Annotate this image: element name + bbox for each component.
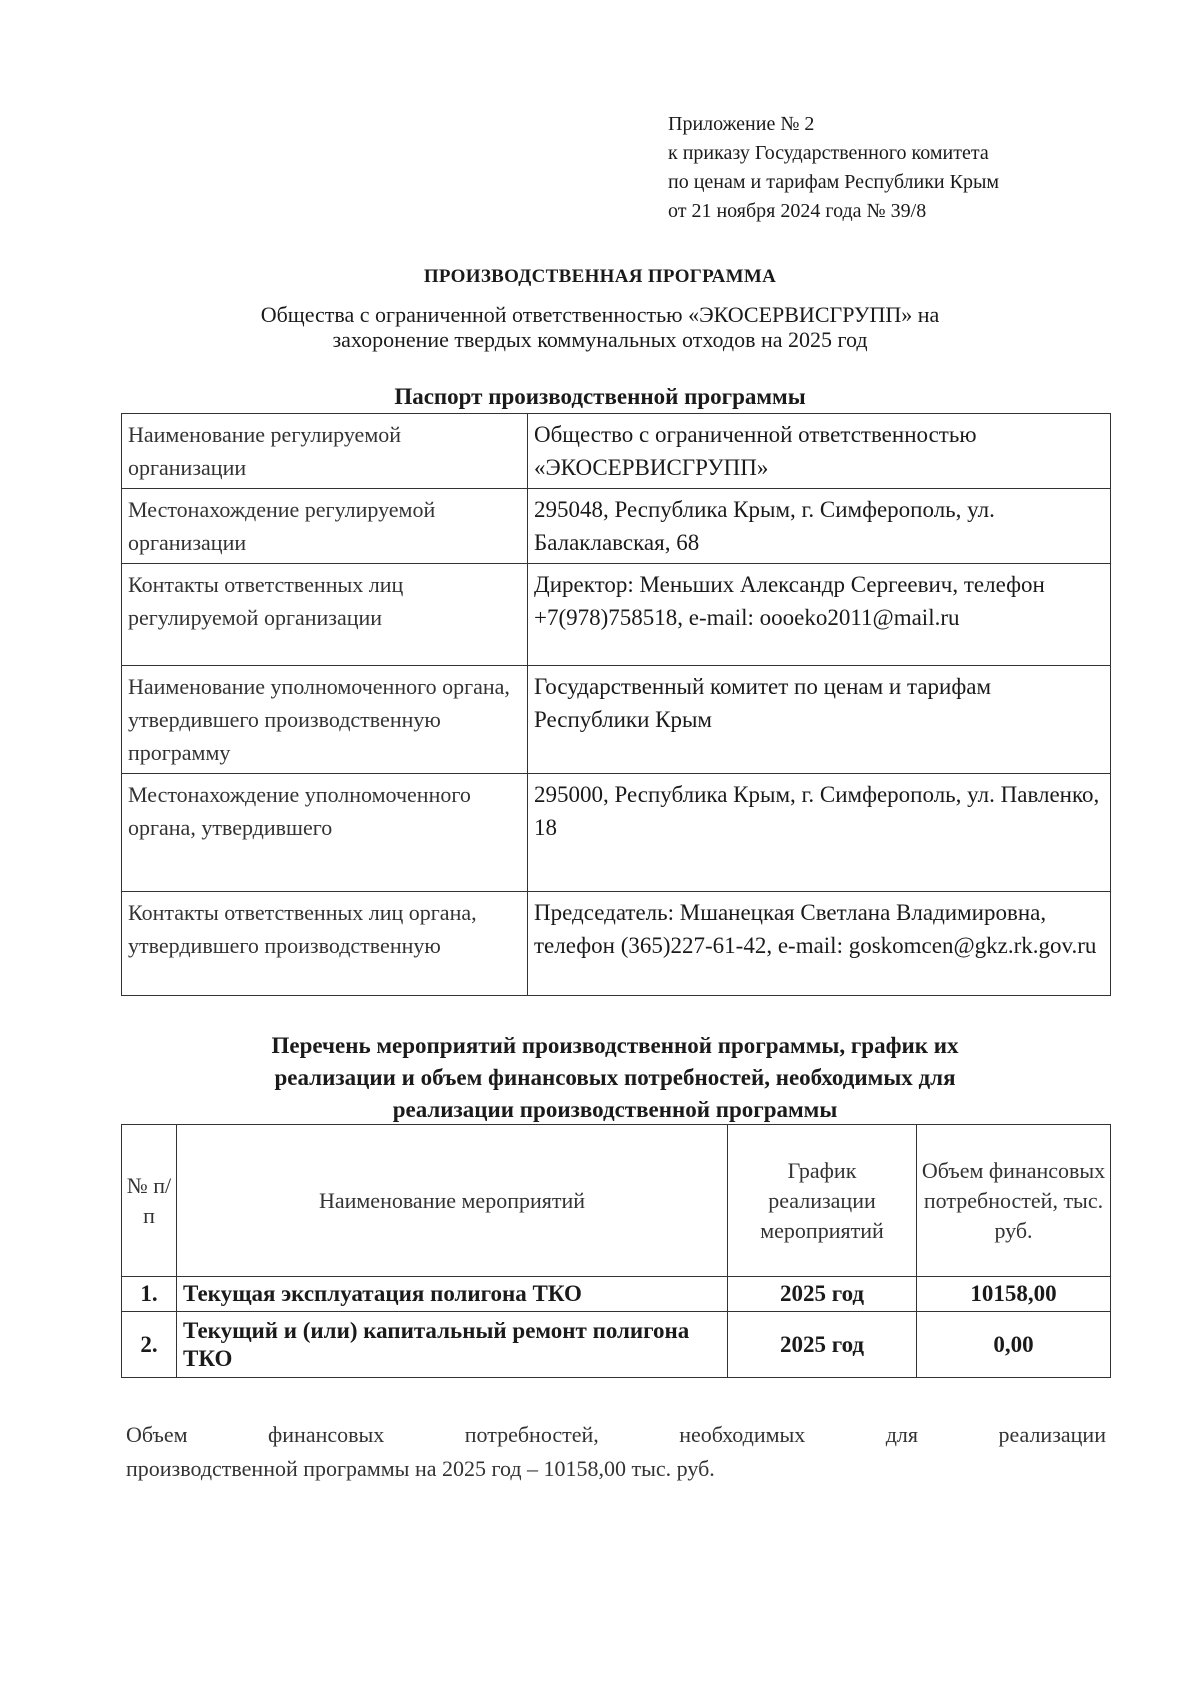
passport-value: 295000, Республика Крым, г. Симферополь, ул. Павленко, 18 bbox=[528, 774, 1111, 892]
program-title: ПРОИЗВОДСТВЕННАЯ ПРОГРАММА bbox=[423, 266, 777, 287]
table-row bbox=[122, 1312, 1111, 1378]
summary-paragraph bbox=[126, 1418, 1106, 1486]
passport-table bbox=[121, 413, 1111, 996]
header-schedule: График реализации мероприятий bbox=[728, 1125, 917, 1277]
summary-word: финансовых bbox=[268, 1422, 385, 1447]
passport-row bbox=[122, 414, 1111, 489]
appendix-line: Приложение № 2 bbox=[668, 113, 815, 135]
summary-word: потребностей, bbox=[464, 1422, 599, 1447]
measures-title bbox=[150, 1030, 1080, 1126]
measures-title-line: реализации и объем финансовых потребностей, необходимых для bbox=[274, 1065, 956, 1090]
appendix-line: по ценам и тарифам Республики Крым bbox=[668, 171, 1000, 193]
table-row bbox=[122, 1277, 1111, 1312]
summary-line: производственной программы на 2025 год – 10158,00 тыс. руб. bbox=[126, 1456, 715, 1481]
passport-label: Контакты ответственных лиц регулируемой организации bbox=[122, 564, 528, 666]
measures-title-line: Перечень мероприятий производственной программы, график их bbox=[271, 1033, 959, 1058]
passport-row bbox=[122, 666, 1111, 774]
summary-line bbox=[126, 1418, 1106, 1452]
passport-value: Общество с ограниченной ответственностью «ЭКОСЕРВИСГРУПП» bbox=[528, 414, 1111, 489]
passport-value: 295048, Республика Крым, г. Симферополь, ул. Балаклавская, 68 bbox=[528, 489, 1111, 564]
passport-label: Наименование регулируемой организации bbox=[122, 414, 528, 489]
program-subtitle-line: Общества с ограниченной ответственностью «ЭКОСЕРВИСГРУПП» на bbox=[260, 302, 940, 327]
header-name: Наименование мероприятий bbox=[177, 1125, 728, 1277]
passport-value: Директор: Меньших Александр Сергеевич, телефон +7(978)758518, e-mail: oooeko2011@mail.ru bbox=[528, 564, 1111, 666]
summary-word: Объем bbox=[126, 1422, 188, 1447]
summary-word: для bbox=[885, 1422, 919, 1447]
appendix-header bbox=[668, 110, 999, 226]
passport-label: Местонахождение уполномоченного органа, утвердившего bbox=[122, 774, 528, 892]
passport-row bbox=[122, 774, 1111, 892]
measures-header-row bbox=[122, 1125, 1111, 1277]
row-num: 1. bbox=[122, 1277, 177, 1312]
row-schedule: 2025 год bbox=[728, 1312, 917, 1378]
appendix-line: от 21 ноября 2024 года № 39/8 bbox=[668, 200, 927, 222]
passport-label: Местонахождение регулируемой организации bbox=[122, 489, 528, 564]
passport-title: Паспорт производственной программы bbox=[394, 384, 806, 409]
passport-label: Контакты ответственных лиц органа, утвердившего производственную bbox=[122, 892, 528, 996]
row-name: Текущий и (или) капитальный ремонт полигона ТКО bbox=[177, 1312, 728, 1378]
header-volume: Объем финансовых потребностей, тыс. руб. bbox=[917, 1125, 1111, 1277]
passport-row bbox=[122, 892, 1111, 996]
row-schedule: 2025 год bbox=[728, 1277, 917, 1312]
passport-row bbox=[122, 489, 1111, 564]
passport-label: Наименование уполномоченного органа, утвердившего производственную программу bbox=[122, 666, 528, 774]
program-subtitle bbox=[150, 302, 1050, 352]
program-subtitle-line: захоронение твердых коммунальных отходов на 2025 год bbox=[332, 327, 868, 352]
row-volume: 0,00 bbox=[917, 1312, 1111, 1378]
passport-value: Государственный комитет по ценам и тарифам Республики Крым bbox=[528, 666, 1111, 774]
summary-word: необходимых bbox=[679, 1422, 806, 1447]
passport-value: Председатель: Мшанецкая Светлана Владимировна, телефон (365)227-61-42, e-mail: goskomcen@gkz.rk.gov.ru bbox=[528, 892, 1111, 996]
row-name: Текущая эксплуатация полигона ТКО bbox=[177, 1277, 728, 1312]
appendix-line: к приказу Государственного комитета bbox=[668, 142, 989, 164]
measures-title-line: реализации производственной программы bbox=[392, 1097, 838, 1122]
row-volume: 10158,00 bbox=[917, 1277, 1111, 1312]
summary-word: реализации bbox=[998, 1422, 1106, 1447]
passport-row bbox=[122, 564, 1111, 666]
row-num: 2. bbox=[122, 1312, 177, 1378]
header-num: № п/п bbox=[122, 1125, 177, 1277]
measures-table bbox=[121, 1124, 1111, 1378]
